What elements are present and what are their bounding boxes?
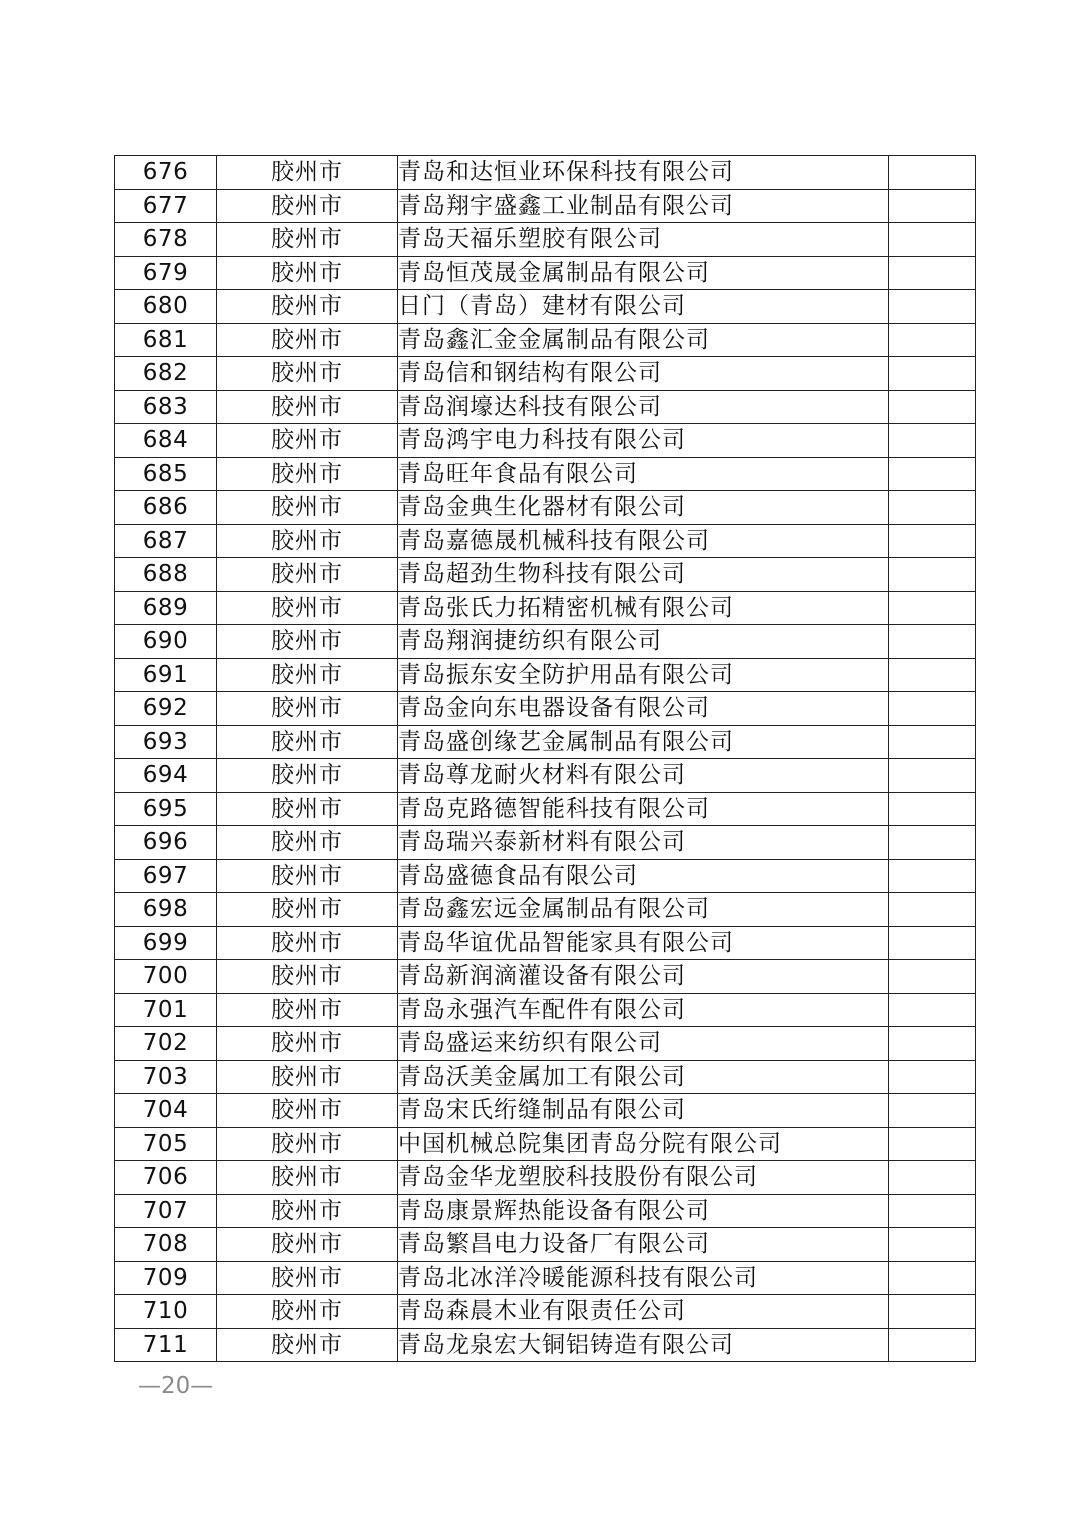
company-name-cell: 青岛张氏力拓精密机械有限公司: [398, 591, 889, 625]
company-name-cell: 青岛克路德智能科技有限公司: [398, 792, 889, 826]
table-row: [115, 457, 976, 491]
note-cell: [889, 692, 976, 726]
city-cell: 胶州市: [217, 658, 398, 692]
note-cell: [889, 424, 976, 458]
company-name-cell: 青岛旺年食品有限公司: [398, 457, 889, 491]
table-row: [115, 826, 976, 860]
row-number-cell: 695: [115, 792, 217, 826]
company-name-cell: 青岛金典生化器材有限公司: [398, 491, 889, 525]
city-cell: 胶州市: [217, 1161, 398, 1195]
table-row: [115, 189, 976, 223]
note-cell: [889, 792, 976, 826]
row-number-cell: 676: [115, 156, 217, 190]
note-cell: [889, 323, 976, 357]
company-name-cell: 青岛信和钢结构有限公司: [398, 357, 889, 391]
table-row: [115, 1328, 976, 1362]
company-name-cell: 青岛龙泉宏大铜铝铸造有限公司: [398, 1328, 889, 1362]
table-row: [115, 1094, 976, 1128]
company-name-cell: 青岛新润滴灌设备有限公司: [398, 960, 889, 994]
note-cell: [889, 524, 976, 558]
company-name-cell: 青岛永强汽车配件有限公司: [398, 993, 889, 1027]
note-cell: [889, 1094, 976, 1128]
note-cell: [889, 725, 976, 759]
city-cell: 胶州市: [217, 156, 398, 190]
table-row: [115, 960, 976, 994]
note-cell: [889, 960, 976, 994]
row-number-cell: 699: [115, 926, 217, 960]
table-row: [115, 156, 976, 190]
table-row: [115, 290, 976, 324]
table-row: [115, 1127, 976, 1161]
table-row: [115, 759, 976, 793]
row-number-cell: 678: [115, 223, 217, 257]
row-number-cell: 703: [115, 1060, 217, 1094]
note-cell: [889, 223, 976, 257]
city-cell: 胶州市: [217, 1127, 398, 1161]
row-number-cell: 706: [115, 1161, 217, 1195]
note-cell: [889, 390, 976, 424]
city-cell: 胶州市: [217, 591, 398, 625]
table-row: [115, 424, 976, 458]
note-cell: [889, 256, 976, 290]
company-name-cell: 青岛鸿宇电力科技有限公司: [398, 424, 889, 458]
note-cell: [889, 1328, 976, 1362]
note-cell: [889, 558, 976, 592]
note-cell: [889, 1228, 976, 1262]
company-name-cell: 青岛宋氏绗缝制品有限公司: [398, 1094, 889, 1128]
row-number-cell: 683: [115, 390, 217, 424]
city-cell: 胶州市: [217, 290, 398, 324]
table-row: [115, 993, 976, 1027]
row-number-cell: 684: [115, 424, 217, 458]
row-number-cell: 696: [115, 826, 217, 860]
city-cell: 胶州市: [217, 826, 398, 860]
city-cell: 胶州市: [217, 223, 398, 257]
note-cell: [889, 1161, 976, 1195]
city-cell: 胶州市: [217, 692, 398, 726]
row-number-cell: 690: [115, 625, 217, 659]
table-row: [115, 859, 976, 893]
table-row: [115, 1161, 976, 1195]
city-cell: 胶州市: [217, 256, 398, 290]
table-row: [115, 357, 976, 391]
company-name-cell: 青岛恒茂晟金属制品有限公司: [398, 256, 889, 290]
city-cell: 胶州市: [217, 1060, 398, 1094]
company-name-cell: 青岛北冰洋冷暖能源科技有限公司: [398, 1261, 889, 1295]
table-row: [115, 1027, 976, 1061]
company-name-cell: 青岛翔宇盛鑫工业制品有限公司: [398, 189, 889, 223]
company-name-cell: 青岛盛德食品有限公司: [398, 859, 889, 893]
company-name-cell: 青岛金华龙塑胶科技股份有限公司: [398, 1161, 889, 1195]
table-row: [115, 256, 976, 290]
company-name-cell: 青岛天福乐塑胶有限公司: [398, 223, 889, 257]
company-name-cell: 青岛超劲生物科技有限公司: [398, 558, 889, 592]
page-number: —20—: [138, 1373, 214, 1399]
company-name-cell: 青岛尊龙耐火材料有限公司: [398, 759, 889, 793]
note-cell: [889, 1295, 976, 1329]
row-number-cell: 693: [115, 725, 217, 759]
table-row: [115, 390, 976, 424]
city-cell: 胶州市: [217, 893, 398, 927]
city-cell: 胶州市: [217, 457, 398, 491]
city-cell: 胶州市: [217, 1295, 398, 1329]
company-name-cell: 青岛盛运来纺织有限公司: [398, 1027, 889, 1061]
note-cell: [889, 1127, 976, 1161]
row-number-cell: 682: [115, 357, 217, 391]
row-number-cell: 681: [115, 323, 217, 357]
table-row: [115, 558, 976, 592]
row-number-cell: 707: [115, 1194, 217, 1228]
city-cell: 胶州市: [217, 1194, 398, 1228]
note-cell: [889, 759, 976, 793]
row-number-cell: 692: [115, 692, 217, 726]
city-cell: 胶州市: [217, 189, 398, 223]
row-number-cell: 686: [115, 491, 217, 525]
company-name-cell: 青岛瑞兴泰新材料有限公司: [398, 826, 889, 860]
note-cell: [889, 156, 976, 190]
city-cell: 胶州市: [217, 993, 398, 1027]
table-row: [115, 524, 976, 558]
note-cell: [889, 826, 976, 860]
city-cell: 胶州市: [217, 625, 398, 659]
note-cell: [889, 859, 976, 893]
table-row: [115, 591, 976, 625]
city-cell: 胶州市: [217, 424, 398, 458]
table-row: [115, 692, 976, 726]
note-cell: [889, 893, 976, 927]
company-name-cell: 青岛华谊优品智能家具有限公司: [398, 926, 889, 960]
note-cell: [889, 1261, 976, 1295]
table-row: [115, 1060, 976, 1094]
row-number-cell: 708: [115, 1228, 217, 1262]
note-cell: [889, 1194, 976, 1228]
row-number-cell: 694: [115, 759, 217, 793]
note-cell: [889, 993, 976, 1027]
row-number-cell: 701: [115, 993, 217, 1027]
table-row: [115, 893, 976, 927]
row-number-cell: 710: [115, 1295, 217, 1329]
table-row: [115, 1228, 976, 1262]
note-cell: [889, 357, 976, 391]
table-row: [115, 926, 976, 960]
note-cell: [889, 457, 976, 491]
city-cell: 胶州市: [217, 390, 398, 424]
city-cell: 胶州市: [217, 1328, 398, 1362]
city-cell: 胶州市: [217, 491, 398, 525]
company-name-cell: 青岛鑫汇金金属制品有限公司: [398, 323, 889, 357]
company-name-cell: 青岛金向东电器设备有限公司: [398, 692, 889, 726]
note-cell: [889, 658, 976, 692]
company-name-cell: 青岛和达恒业环保科技有限公司: [398, 156, 889, 190]
company-name-cell: 青岛沃美金属加工有限公司: [398, 1060, 889, 1094]
company-name-cell: 青岛翔润捷纺织有限公司: [398, 625, 889, 659]
company-name-cell: 青岛鑫宏远金属制品有限公司: [398, 893, 889, 927]
note-cell: [889, 290, 976, 324]
row-number-cell: 702: [115, 1027, 217, 1061]
city-cell: 胶州市: [217, 1094, 398, 1128]
row-number-cell: 687: [115, 524, 217, 558]
company-name-cell: 中国机械总院集团青岛分院有限公司: [398, 1127, 889, 1161]
company-name-cell: 青岛振东安全防护用品有限公司: [398, 658, 889, 692]
row-number-cell: 679: [115, 256, 217, 290]
table-row: [115, 625, 976, 659]
row-number-cell: 705: [115, 1127, 217, 1161]
table-row: [115, 725, 976, 759]
city-cell: 胶州市: [217, 725, 398, 759]
row-number-cell: 698: [115, 893, 217, 927]
row-number-cell: 704: [115, 1094, 217, 1128]
company-name-cell: 日门（青岛）建材有限公司: [398, 290, 889, 324]
city-cell: 胶州市: [217, 1027, 398, 1061]
row-number-cell: 697: [115, 859, 217, 893]
city-cell: 胶州市: [217, 1228, 398, 1262]
table-row: [115, 491, 976, 525]
row-number-cell: 688: [115, 558, 217, 592]
company-name-cell: 青岛繁昌电力设备厂有限公司: [398, 1228, 889, 1262]
row-number-cell: 711: [115, 1328, 217, 1362]
table-row: [115, 658, 976, 692]
city-cell: 胶州市: [217, 558, 398, 592]
note-cell: [889, 491, 976, 525]
table-row: [115, 323, 976, 357]
note-cell: [889, 1027, 976, 1061]
company-name-cell: 青岛盛创缘艺金属制品有限公司: [398, 725, 889, 759]
table-row: [115, 223, 976, 257]
city-cell: 胶州市: [217, 759, 398, 793]
city-cell: 胶州市: [217, 792, 398, 826]
note-cell: [889, 926, 976, 960]
note-cell: [889, 189, 976, 223]
city-cell: 胶州市: [217, 357, 398, 391]
company-name-cell: 青岛嘉德晟机械科技有限公司: [398, 524, 889, 558]
company-name-cell: 青岛润壕达科技有限公司: [398, 390, 889, 424]
row-number-cell: 709: [115, 1261, 217, 1295]
note-cell: [889, 591, 976, 625]
table-row: [115, 1194, 976, 1228]
table-row: [115, 1261, 976, 1295]
table-body: [115, 156, 976, 1362]
table-row: [115, 792, 976, 826]
company-name-cell: 青岛康景辉热能设备有限公司: [398, 1194, 889, 1228]
row-number-cell: 700: [115, 960, 217, 994]
company-name-cell: 青岛森晨木业有限责任公司: [398, 1295, 889, 1329]
city-cell: 胶州市: [217, 926, 398, 960]
city-cell: 胶州市: [217, 859, 398, 893]
city-cell: 胶州市: [217, 524, 398, 558]
company-list-table: [114, 155, 976, 1362]
row-number-cell: 680: [115, 290, 217, 324]
city-cell: 胶州市: [217, 1261, 398, 1295]
city-cell: 胶州市: [217, 323, 398, 357]
city-cell: 胶州市: [217, 960, 398, 994]
note-cell: [889, 1060, 976, 1094]
row-number-cell: 677: [115, 189, 217, 223]
row-number-cell: 691: [115, 658, 217, 692]
row-number-cell: 685: [115, 457, 217, 491]
note-cell: [889, 625, 976, 659]
row-number-cell: 689: [115, 591, 217, 625]
table-row: [115, 1295, 976, 1329]
